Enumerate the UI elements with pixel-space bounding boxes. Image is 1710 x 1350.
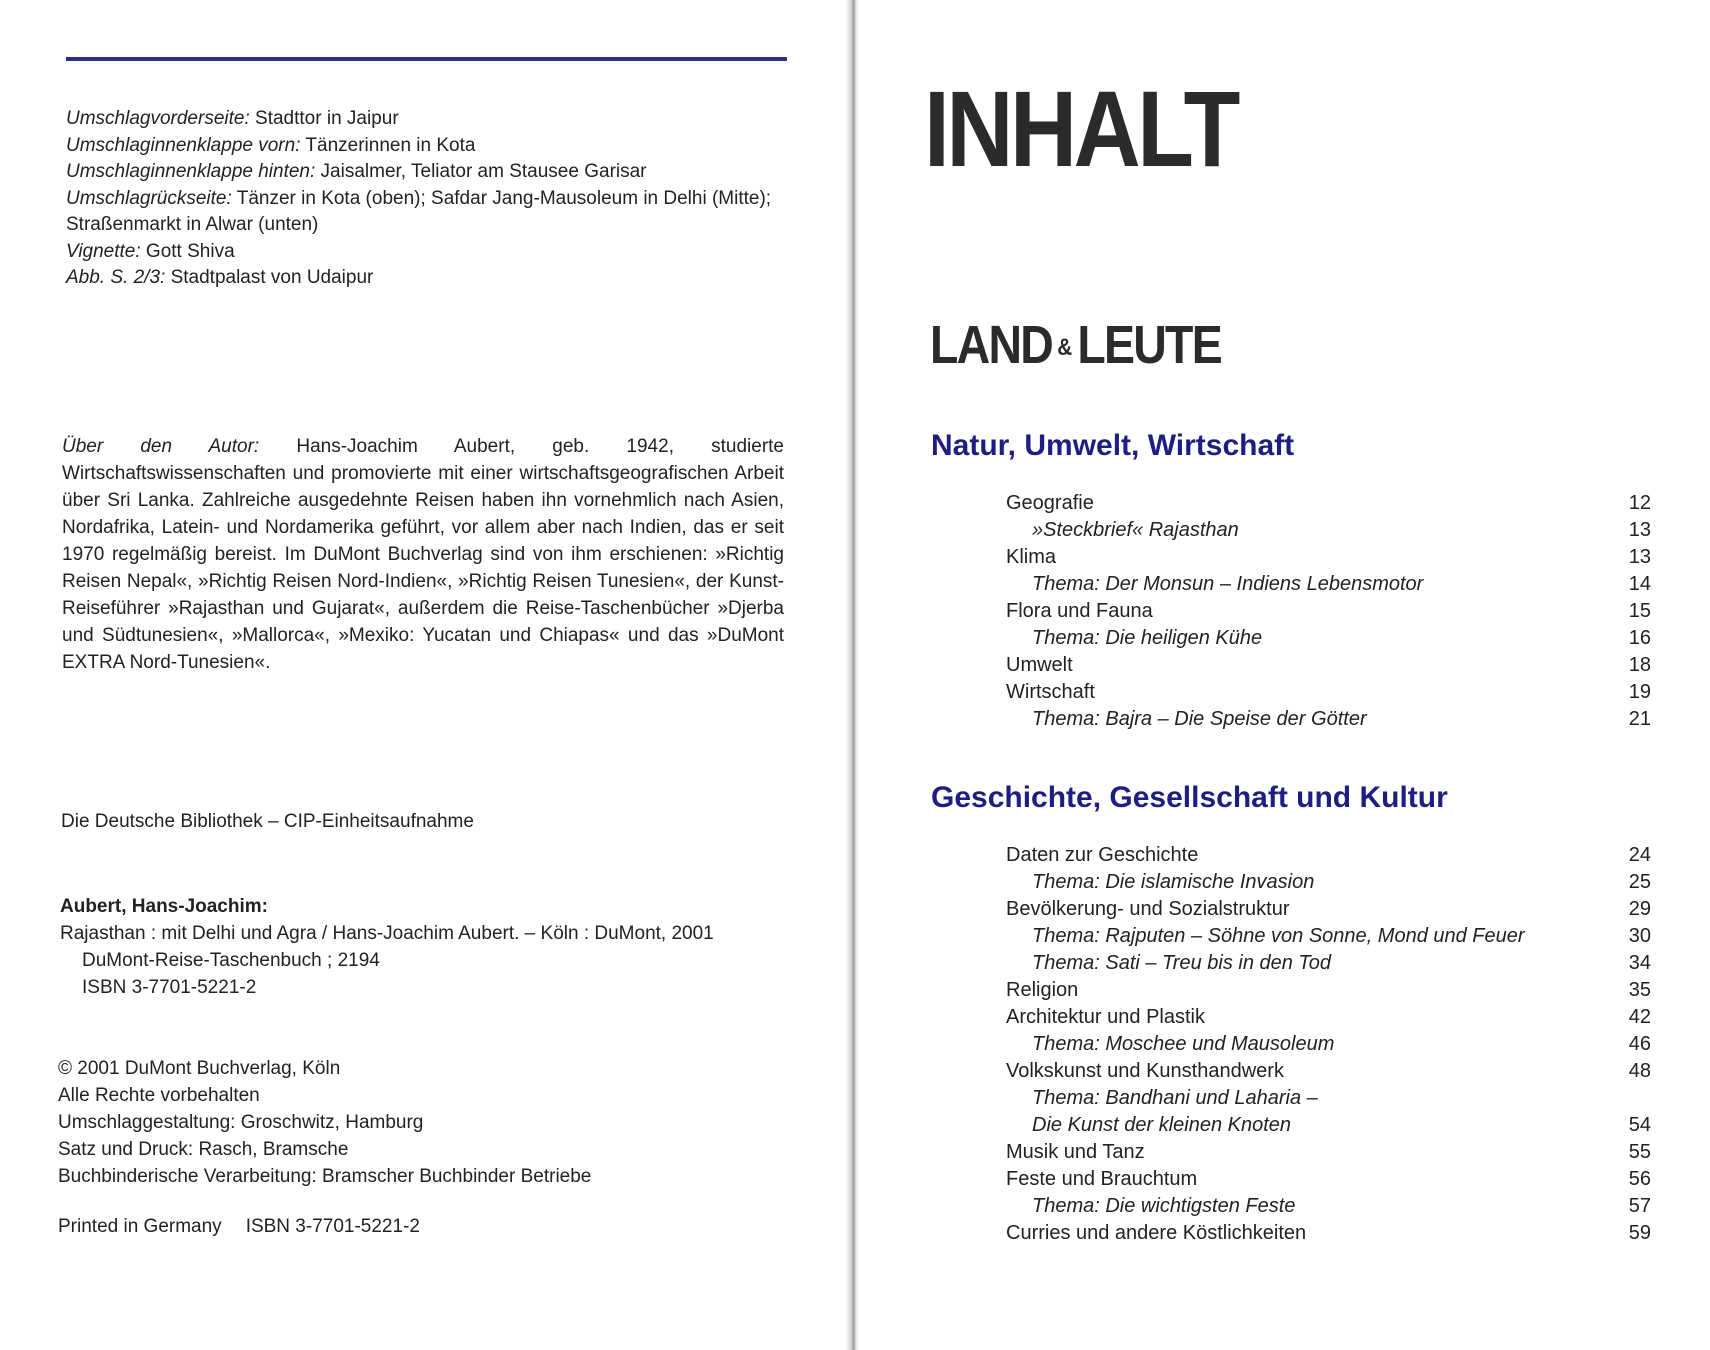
toc-entry[interactable]: Die Kunst der kleinen Knoten 54	[1032, 1114, 1651, 1136]
toc-entry[interactable]: Thema: Die wichtigsten Feste 57	[1032, 1195, 1651, 1217]
blue-rule	[66, 57, 787, 61]
credit-line: Vignette: Gott Shiva	[66, 240, 235, 262]
toc-list	[1006, 842, 1651, 1247]
toc-entry[interactable]: Klima 13	[1006, 546, 1651, 568]
toc-entry[interactable]: Thema: Die heiligen Kühe 16	[1032, 627, 1651, 649]
toc-entry[interactable]: Thema: Die islamische Invasion 25	[1032, 871, 1651, 893]
imprint-line: © 2001 DuMont Buchverlag, Köln	[58, 1058, 341, 1079]
toc-entry[interactable]: Musik und Tanz 55	[1006, 1141, 1651, 1163]
toc-entry[interactable]: Thema: Bajra – Die Speise der Götter 21	[1032, 708, 1651, 730]
toc-entry[interactable]: Daten zur Geschichte 24	[1006, 844, 1651, 866]
cip-line: DuMont-Reise-Taschenbuch ; 2194	[82, 950, 380, 971]
toc-entry[interactable]: Feste und Brauchtum 56	[1006, 1168, 1651, 1190]
toc-entry[interactable]: Thema: Bandhani und Laharia –	[1032, 1087, 1318, 1109]
imprint-line: Umschlaggestaltung: Groschwitz, Hamburg	[58, 1112, 424, 1133]
toc-entry[interactable]: Thema: Sati – Treu bis in den Tod 34	[1032, 952, 1651, 974]
imprint-line: Satz und Druck: Rasch, Bramsche	[58, 1139, 349, 1160]
toc-list	[1006, 490, 1651, 733]
about-author-paragraph: Über den Autor: Hans-Joachim Aubert, geb. 1942, studierte Wirtschaftswissenschaften und promovierte mit einer wirtschaftsgeografischen Arbeit über Sri Lanka. Zahlreiche ausgedehnte Reisen haben ihn vornehmlich nach Asien, Nordafrika, Latein- und Nordamerika geführt, vor allem aber nach Indien, das er seit 1970 regelmäßig bereist. Im DuMont Buchverlag sind von ihm erschienen: »Richtig Reisen Nepal«, »Richtig Reisen Nord-Indien«, »Richtig Reisen Tunesien«, der Kunst-Reiseführer »Rajasthan und Gujarat«, außerdem die Reise-Taschenbücher »Djerba und Südtunesien«, »Mallorca«, »Mexiko: Yucatan und Chiapas« und das »DuMont EXTRA Nord-Tunesien«.	[62, 436, 784, 673]
toc-entry[interactable]: Bevölkerung- und Sozialstruktur 29	[1006, 898, 1651, 920]
toc-entry[interactable]: Flora und Fauna 15	[1006, 600, 1651, 622]
toc-entry[interactable]: Volkskunst und Kunsthandwerk 48	[1006, 1060, 1651, 1082]
imprint-line: Buchbinderische Verarbeitung: Bramscher Buchbinder Betriebe	[58, 1166, 592, 1187]
left-page	[0, 0, 845, 1350]
imprint	[58, 1055, 591, 1190]
toc-entry[interactable]: Architektur und Plastik 42	[1006, 1006, 1651, 1028]
credit-line: Umschlaginnenklappe hinten: Jaisalmer, Teliator am Stausee Garisar	[66, 161, 647, 182]
book-spine	[845, 0, 859, 1350]
section-title: Geschichte, Gesellschaft und Kultur	[931, 781, 1448, 814]
cip-line: ISBN 3-7701-5221-2	[82, 977, 257, 998]
cover-credits	[66, 106, 796, 292]
cip-line: Rajasthan : mit Delhi und Agra / Hans-Joachim Aubert. – Köln : DuMont, 2001	[60, 923, 714, 944]
about-author	[62, 433, 784, 676]
credit-line: Umschlagrückseite: Tänzer in Kota (oben); Safdar Jang-Mausoleum in Delhi (Mitte); Straßenmarkt in Alwar (unten)	[66, 187, 772, 235]
toc-entry[interactable]: Wirtschaft 19	[1006, 681, 1651, 703]
toc-entry[interactable]: Religion 35	[1006, 979, 1651, 1001]
printed-in: Printed in Germany	[58, 1216, 222, 1237]
credit-line: Umschlagvorderseite: Stadttor in Jaipur	[66, 108, 399, 129]
printed-line	[58, 1216, 420, 1238]
page-title: INHALT	[924, 68, 1237, 189]
credit-line: Abb. S. 2/3: Stadtpalast von Udaipur	[66, 267, 374, 288]
part-title: LAND &LEUTE	[930, 315, 1221, 375]
imprint-line: Alle Rechte vorbehalten	[58, 1085, 260, 1106]
section-title: Natur, Umwelt, Wirtschaft	[931, 429, 1295, 462]
toc-entry[interactable]: Umwelt 18	[1006, 654, 1651, 676]
toc-entry[interactable]: Thema: Der Monsun – Indiens Lebensmotor 14	[1032, 573, 1651, 595]
toc-entry[interactable]: »Steckbrief« Rajasthan 13	[1032, 519, 1651, 541]
credit-line: Umschlaginnenklappe vorn: Tänzerinnen in Kota	[66, 134, 476, 156]
toc-entry[interactable]: Curries und andere Köstlichkeiten 59	[1006, 1222, 1651, 1244]
cip-author: Aubert, Hans-Joachim:	[60, 896, 268, 917]
cip-heading: Die Deutsche Bibliothek – CIP-Einheitsaufnahme	[61, 811, 474, 832]
toc-entry[interactable]: Geografie 12	[1006, 492, 1651, 514]
toc-entry[interactable]: Thema: Rajputen – Söhne von Sonne, Mond und Feuer 30	[1032, 925, 1651, 947]
toc-entry[interactable]: Thema: Moschee und Mausoleum 46	[1032, 1033, 1651, 1055]
isbn: ISBN 3-7701-5221-2	[245, 1216, 420, 1237]
cip-record	[60, 893, 714, 1001]
